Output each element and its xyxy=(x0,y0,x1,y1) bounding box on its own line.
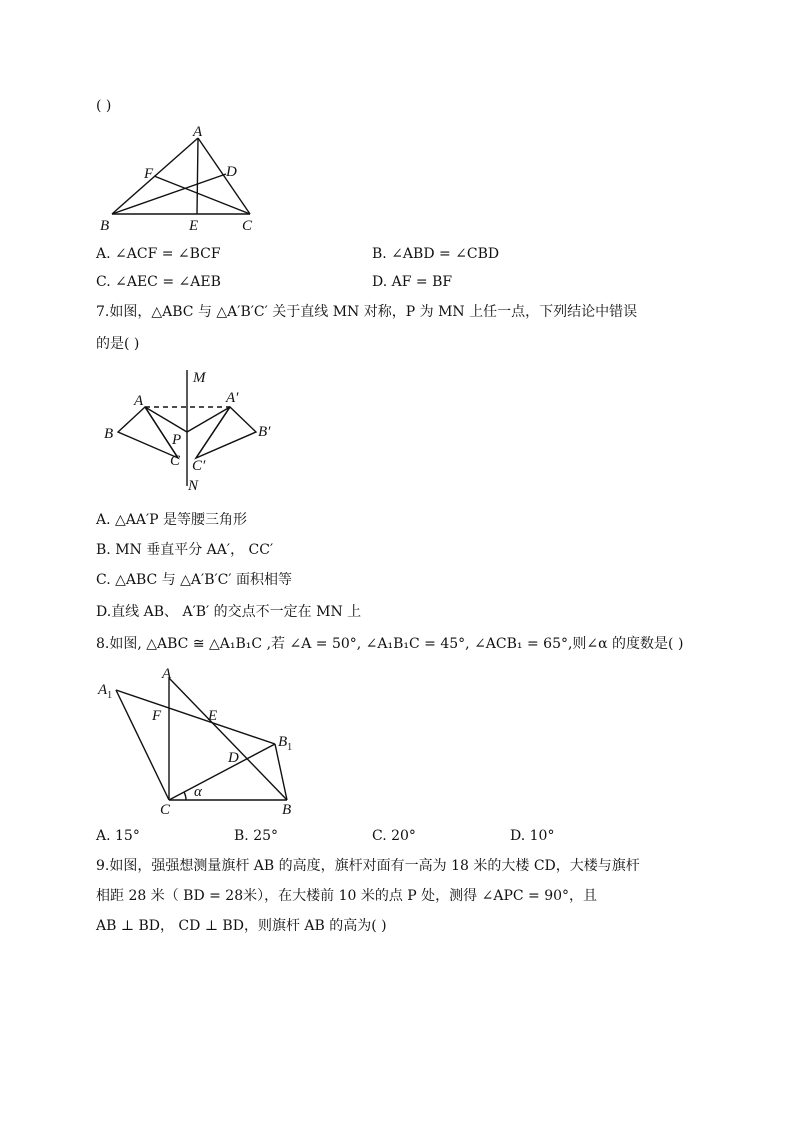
q7-option-c: C. △ABC 与 △A′B′C′ 面积相等 xyxy=(96,572,293,588)
q6-figure xyxy=(0,118,794,358)
q7-option-d: D.直线 AB、 A′B′ 的交点不一定在 MN 上 xyxy=(96,604,362,620)
q8-label-d: D xyxy=(228,750,239,766)
q7-label-a: A xyxy=(134,393,144,409)
q6-label-c: C xyxy=(242,218,253,234)
q7-stem-line1: 7.如图，△ABC 与 △A′B′C′ 关于直线 MN 对称，P 为 MN 上任一点，下列结论中错误 xyxy=(96,304,638,320)
q8-label-b: B xyxy=(282,802,292,818)
q8-option-d: D. 10° xyxy=(510,828,555,844)
q8-label-alpha: α xyxy=(194,784,202,800)
q8-figure xyxy=(0,660,794,830)
q6-option-c: C. ∠AEC = ∠AEB xyxy=(96,274,221,290)
q9-stem-line2: 相距 28 米（ BD = 28米），在大楼前 10 米的点 P 处，测得 ∠APC = 90°，且 xyxy=(96,888,598,904)
q6-paren: ( ) xyxy=(96,98,112,114)
q6-label-e: E xyxy=(189,218,199,234)
q8-label-a1: $A_1$ xyxy=(98,682,113,701)
q7-label-c: C xyxy=(170,453,181,469)
q7-option-a: A. △AA′P 是等腰三角形 xyxy=(96,512,248,528)
q9-stem-line3: AB ⊥ BD， CD ⊥ BD，则旗杆 AB 的高为( ) xyxy=(96,918,387,934)
q7-label-p: P xyxy=(172,432,182,448)
q8-label-a: A xyxy=(162,666,172,682)
q7-option-b: B. MN 垂直平分 AA′， CC′ xyxy=(96,542,274,558)
q6-label-a: A xyxy=(193,124,203,140)
q8-option-b: B. 25° xyxy=(234,828,279,844)
q7-label-m: M xyxy=(193,370,206,386)
q9-stem-line1: 9.如图，强强想测量旗杆 AB 的高度，旗杆对面有一高为 18 米的大楼 CD，大楼与旗杆 xyxy=(96,858,640,874)
q6-option-b: B. ∠ABD = ∠CBD xyxy=(372,246,500,262)
q6-label-d: D xyxy=(226,164,237,180)
q7-label-n: N xyxy=(188,478,199,494)
q6-label-f: F xyxy=(144,166,154,182)
q8-label-e: E xyxy=(208,708,218,724)
q7-figure xyxy=(0,362,794,502)
q7-label-b-prime: B′ xyxy=(258,424,271,440)
q8-label-f: F xyxy=(152,708,162,724)
q6-label-b: B xyxy=(100,218,110,234)
q8-stem: 8.如图, △ABC ≅ △A₁B₁C ,若 ∠A = 50°, ∠A₁B₁C = 45°, ∠ACB₁ = 65°,则∠α 的度数是( ) xyxy=(96,636,684,652)
q8-label-c: C xyxy=(160,802,171,818)
q8-option-c: C. 20° xyxy=(372,828,416,844)
q8-option-a: A. 15° xyxy=(96,828,140,844)
q6-option-a: A. ∠ACF = ∠BCF xyxy=(96,246,221,262)
q7-label-a-prime: A′ xyxy=(226,390,239,406)
q7-label-c-prime: C′ xyxy=(192,458,206,474)
q7-stem-line2: 的是( ) xyxy=(96,336,140,352)
q8-label-b1: $B_1$ xyxy=(278,734,293,753)
q6-option-d: D. AF = BF xyxy=(372,274,453,290)
q7-label-b: B xyxy=(104,426,114,442)
